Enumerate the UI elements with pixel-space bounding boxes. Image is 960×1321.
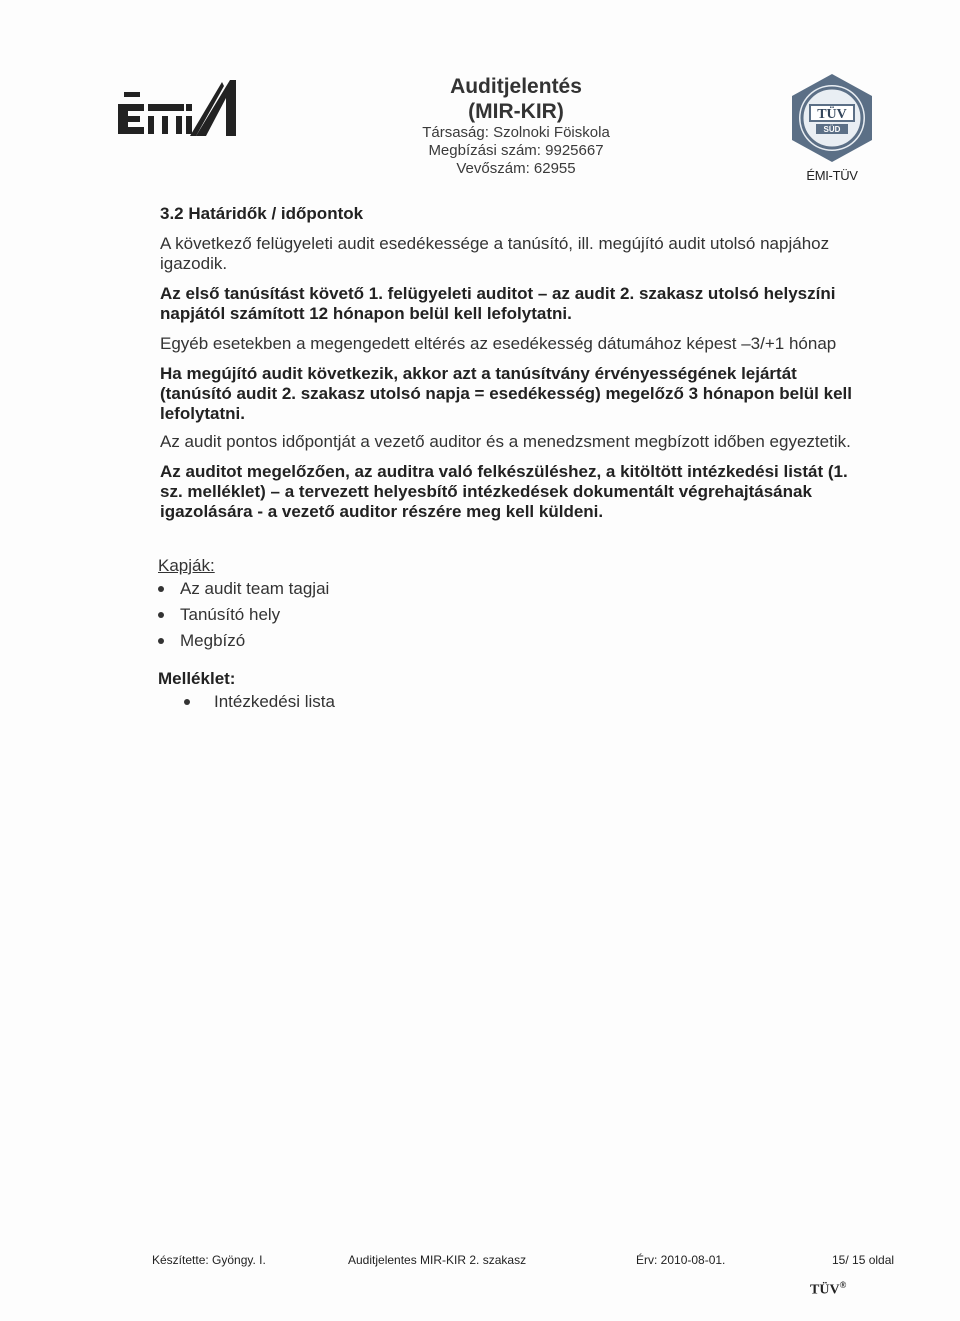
bullet-icon — [158, 586, 164, 592]
attachment-label: Melléklet: — [158, 669, 236, 688]
footer-valid: Érv: 2010-08-01. — [636, 1253, 726, 1267]
list-item: Megbízó — [158, 628, 329, 654]
paragraph-4: Ha megújító audit következik, akkor azt a tanúsítvány érvényességének lejártát (tanúsító audit 2. szakasz utolsó napja = esedékesség) megelőző 3 hónapon belül kell lefolytatni. — [160, 364, 852, 423]
recipients-label: Kapják: — [158, 556, 215, 575]
bullet-icon — [158, 638, 164, 644]
emi-logo — [118, 78, 248, 140]
svg-text:SÜD: SÜD — [823, 125, 841, 134]
tuv-logo — [786, 72, 878, 164]
list-item: Tanúsító hely — [158, 602, 329, 628]
footer-document: Auditjelentes MIR-KIR 2. szakasz — [348, 1253, 527, 1267]
paragraph-2: Az első tanúsítást követő 1. felügyeleti auditot – az audit 2. szakasz utolsó helyszíni napjától számított 12 hónapon belül kell lefolytatni. — [160, 284, 836, 323]
paragraph-1: A következő felügyeleti audit esedékessége a tanúsító, ill. megújító audit utolsó napjához igazodik. — [160, 234, 830, 273]
bullet-icon — [158, 612, 164, 618]
tuv-caption: ÉMI-TÜV — [806, 168, 858, 183]
customer-number: Vevőszám: 62955 — [456, 160, 576, 177]
attachment-list — [184, 689, 335, 715]
company-line: Társaság: Szolnoki Föiskola — [422, 124, 610, 141]
bullet-icon — [184, 699, 190, 705]
list-item: Az audit team tagjai — [158, 576, 329, 602]
section-title: 3.2 Határidők / időpontok — [160, 204, 364, 223]
order-number: Megbízási szám: 9925667 — [428, 142, 604, 159]
report-header — [380, 74, 652, 178]
footer-author: Készítette: Gyöngy. I. — [152, 1253, 266, 1267]
footer-brand: TÜV® — [810, 1280, 847, 1298]
recipients-list — [158, 576, 329, 654]
report-title: Auditjelentés — [450, 75, 582, 98]
paragraph-6: Az auditot megelőzően, az auditra való felkészüléshez, a kitöltött intézkedési listát (1. sz. melléklet) – a tervezett helyesbítő intézkedések dokumentált végrehajtásának igazolására - a vezető auditor részére meg kell küldeni. — [160, 462, 848, 521]
paragraph-5: Az audit pontos időpontját a vezető auditor és a menedzsment megbízott időben egyeztetik. — [160, 432, 851, 451]
svg-text:TÜV: TÜV — [817, 107, 847, 122]
footer-page: 15/ 15 oldal — [832, 1253, 895, 1267]
list-item: Intézkedési lista — [184, 689, 335, 715]
paragraph-3: Egyéb esetekben a megengedett eltérés az esedékesség dátumához képest –3/+1 hónap — [160, 334, 837, 353]
report-subtitle: (MIR-KIR) — [468, 100, 564, 123]
